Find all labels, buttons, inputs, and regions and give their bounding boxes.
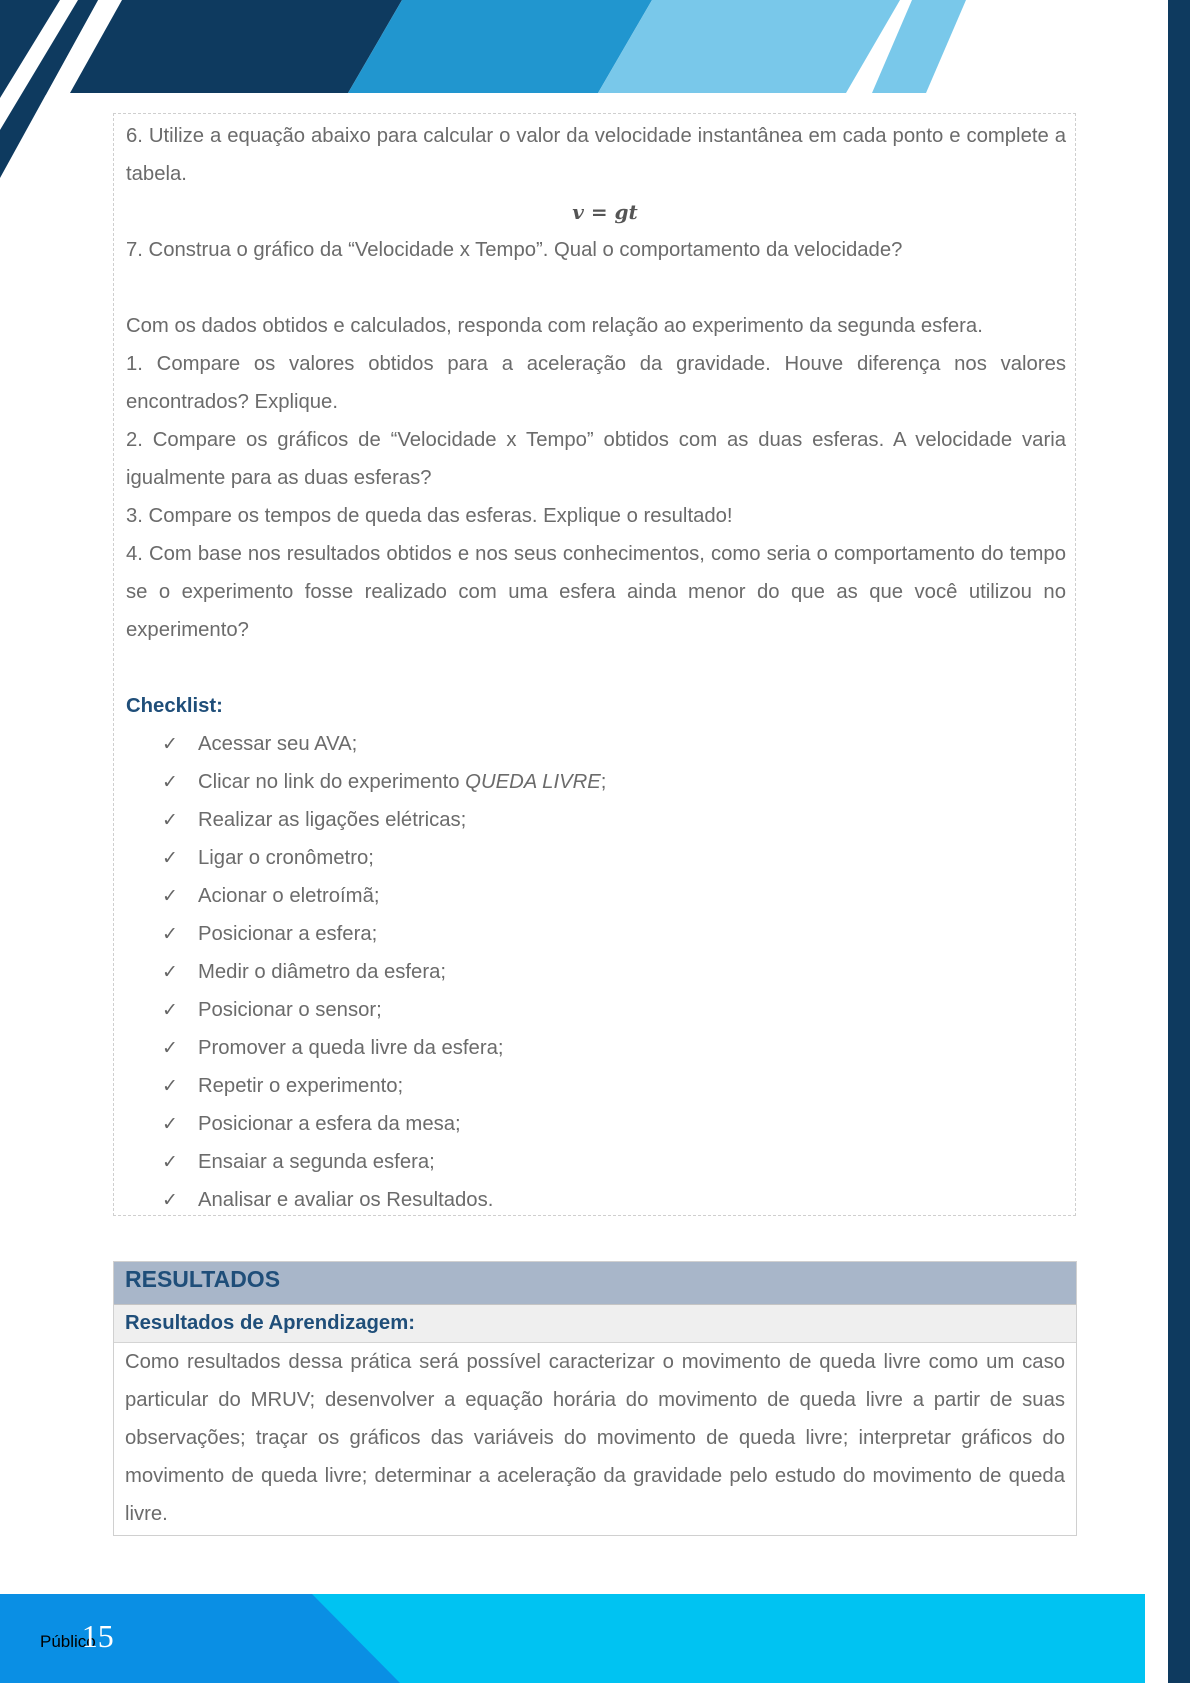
checklist-item: ✓ Realizar as ligações elétricas;	[126, 801, 1066, 839]
checklist-item: ✓ Medir o diâmetro da esfera;	[126, 953, 1066, 991]
checklist-item: ✓ Posicionar a esfera;	[126, 915, 1066, 953]
question-6: 6. Utilize a equação abaixo para calcular o valor da velocidade instantânea em cada ponto e complete a tabela.	[126, 125, 1066, 185]
content-box	[113, 113, 1076, 1216]
checklist-title: Checklist:	[126, 695, 223, 717]
checklist-item: ✓ Posicionar a esfera da mesa;	[126, 1105, 1066, 1143]
classification-label: Público	[40, 1632, 96, 1651]
checkmark-icon: ✓	[162, 999, 178, 1021]
question-4: 4. Com base nos resultados obtidos e nos seus conhecimentos, como seria o comportamento do tempo se o experimento fosse realizado com uma esfera ainda menor do que as que você utilizou no experimento?	[126, 543, 1066, 641]
checkmark-icon: ✓	[162, 847, 178, 869]
checkmark-icon: ✓	[162, 961, 178, 983]
question-1: 1. Compare os valores obtidos para a aceleração da gravidade. Houve diferença nos valores encontrados? Explique.	[126, 353, 1066, 413]
checklist-item: ✓ Promover a queda livre da esfera;	[126, 1029, 1066, 1067]
checkmark-icon: ✓	[162, 809, 178, 831]
page-number: 15	[81, 1618, 114, 1654]
checklist	[126, 725, 1066, 1219]
checklist-item: ✓ Acionar o eletroímã;	[126, 877, 1066, 915]
header-left-slash	[0, 0, 120, 180]
checklist-item: ✓ Analisar e avaliar os Resultados.	[126, 1181, 1066, 1219]
checkmark-icon: ✓	[162, 771, 178, 793]
velocity-equation: v = gt	[572, 200, 638, 224]
question-3: 3. Compare os tempos de queda das esferas. Explique o resultado!	[126, 505, 733, 527]
second-sphere-intro: Com os dados obtidos e calculados, responda com relação ao experimento da segunda esfera.	[126, 315, 983, 337]
results-title: RESULTADOS	[114, 1262, 1076, 1305]
checklist-item: ✓ Repetir o experimento;	[126, 1067, 1066, 1105]
page-footer	[40, 1618, 114, 1655]
checklist-item: ✓ Ensaiar a segunda esfera;	[126, 1143, 1066, 1181]
checkmark-icon: ✓	[162, 1189, 178, 1211]
results-section	[113, 1261, 1077, 1536]
content-body	[126, 117, 1066, 1219]
checklist-item: ✓ Posicionar o sensor;	[126, 991, 1066, 1029]
checklist-item: ✓ Ligar o cronômetro;	[126, 839, 1066, 877]
right-edge-bar	[1168, 0, 1190, 1683]
question-2: 2. Compare os gráficos de “Velocidade x Tempo” obtidos com as duas esferas. A velocidade varia igualmente para as duas esferas?	[126, 429, 1066, 489]
footer-decoration	[0, 1594, 1145, 1683]
checklist-item: ✓ Acessar seu AVA;	[126, 725, 1066, 763]
checkmark-icon: ✓	[162, 885, 178, 907]
results-subtitle: Resultados de Aprendizagem:	[114, 1305, 1076, 1343]
checkmark-icon: ✓	[162, 1113, 178, 1135]
question-7: 7. Construa o gráfico da “Velocidade x Tempo”. Qual o comportamento da velocidade?	[126, 239, 903, 261]
checklist-item: ✓ Clicar no link do experimento QUEDA LIVRE;	[126, 763, 1066, 801]
checkmark-icon: ✓	[162, 923, 178, 945]
results-text: Como resultados dessa prática será possível caracterizar o movimento de queda livre como um caso particular do MRUV; desenvolver a equação horária do movimento de queda livre a partir de suas observações; traçar os gráficos das variáveis do movimento de queda livre; interpretar gráficos do movimento de queda livre; determinar a aceleração da gravidade pelo estudo do movimento de queda livre.	[125, 1351, 1065, 1525]
checkmark-icon: ✓	[162, 1075, 178, 1097]
checkmark-icon: ✓	[162, 1151, 178, 1173]
checkmark-icon: ✓	[162, 733, 178, 755]
header-decoration	[0, 0, 1190, 95]
experiment-name: QUEDA LIVRE	[465, 771, 601, 793]
checkmark-icon: ✓	[162, 1037, 178, 1059]
